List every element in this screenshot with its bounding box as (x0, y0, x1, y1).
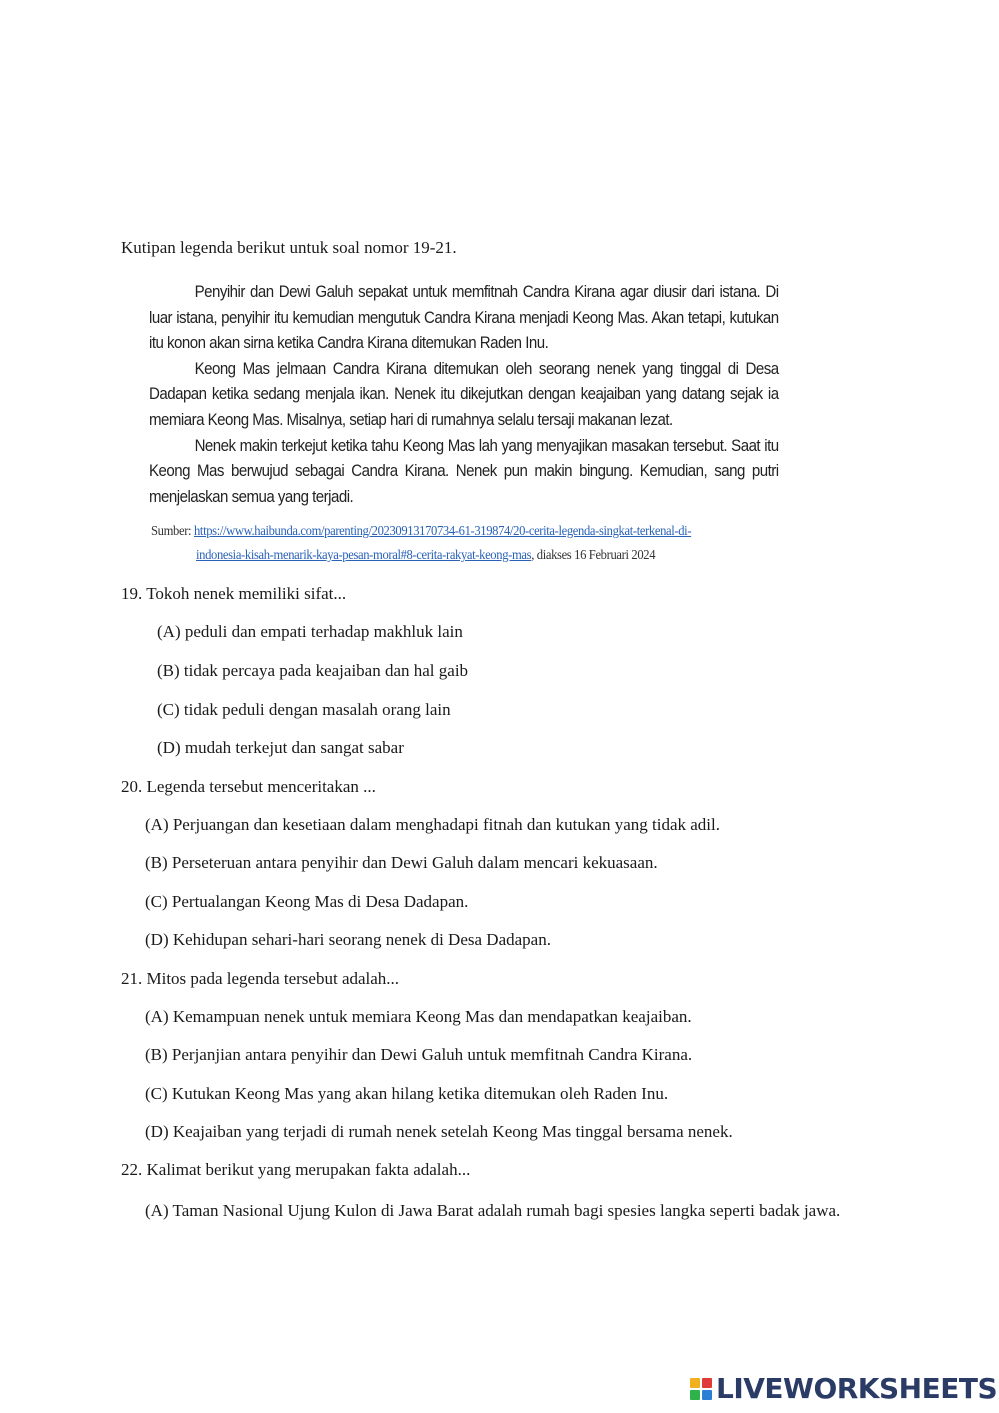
logo-square (690, 1390, 700, 1400)
passage-source (151, 520, 691, 568)
passage-paragraph: Penyihir dan Dewi Galuh sepakat untuk memfitnah Candra Kirana agar diusir dari istana. Di luar istana, penyihir itu kemudian mengutuk Candra Kirana menjadi Keong Mas. Akan tetapi, kutukan itu konon akan sirna ketika Candra Kirana ditemukan Raden Inu. (149, 283, 779, 353)
logo-text: LIVEWORKSHEETS (716, 1372, 998, 1405)
option-20c[interactable]: (C) Pertualangan Keong Mas di Desa Dadapan. (145, 892, 469, 911)
legend-passage (149, 280, 779, 510)
option-21b[interactable]: (B) Perjanjian antara penyihir dan Dewi Galuh untuk memfitnah Candra Kirana. (145, 1045, 693, 1064)
passage-paragraph: Nenek makin terkejut ketika tahu Keong Mas lah yang menyajikan masakan tersebut. Saat itu Keong Mas berwujud sebagai Candra Kirana. Nenek pun makin bingung. Kemudian, sang putri menjelaskan semua yang terjadi. (149, 436, 779, 506)
option-19a[interactable]: (A) peduli dan empati terhadap makhluk lain (157, 622, 463, 641)
liveworksheets-logo[interactable] (690, 1372, 997, 1405)
source-accessed-date: , diakses 16 Februari 2024 (531, 548, 656, 563)
option-19c[interactable]: (C) tidak peduli dengan masalah orang lain (157, 700, 451, 719)
question-20: 20. Legenda tersebut menceritakan ... (121, 777, 376, 796)
source-link[interactable]: indonesia-kisah-menarik-kaya-pesan-moral#8-cerita-rakyat-keong-mas (196, 548, 532, 563)
option-21d[interactable]: (D) Keajaiban yang terjadi di rumah nenek setelah Keong Mas tinggal bersama nenek. (145, 1122, 733, 1141)
option-20d[interactable]: (D) Kehidupan sehari-hari seorang nenek di Desa Dadapan. (145, 930, 551, 949)
passage-paragraph: Keong Mas jelmaan Candra Kirana ditemukan oleh seorang nenek yang tinggal di Desa Dadapan ketika sedang menjala ikan. Nenek itu dikejutkan dengan keajaiban yang datang sejak ia memiara Keong Mas. Misalnya, setiap hari di rumahnya selalu tersaji makanan lezat. (149, 359, 779, 429)
logo-square (702, 1390, 712, 1400)
source-label: Sumber: (151, 524, 192, 539)
option-21c[interactable]: (C) Kutukan Keong Mas yang akan hilang ketika ditemukan oleh Raden Inu. (145, 1084, 669, 1103)
option-22a[interactable]: (A) Taman Nasional Ujung Kulon di Jawa Barat adalah rumah bagi spesies langka seperti badak jawa. (145, 1201, 841, 1220)
question-19: 19. Tokoh nenek memiliki sifat... (121, 584, 347, 603)
option-20a[interactable]: (A) Perjuangan dan kesetiaan dalam menghadapi fitnah dan kutukan yang tidak adil. (145, 815, 720, 834)
intro-text: Kutipan legenda berikut untuk soal nomor 19-21. (121, 238, 457, 257)
logo-square (690, 1378, 700, 1388)
option-19b[interactable]: (B) tidak percaya pada keajaiban dan hal gaib (157, 661, 469, 680)
question-22: 22. Kalimat berikut yang merupakan fakta adalah... (121, 1160, 471, 1179)
option-21a[interactable]: (A) Kemampuan nenek untuk memiara Keong Mas dan mendapatkan keajaiban. (145, 1007, 692, 1026)
option-20b[interactable]: (B) Perseteruan antara penyihir dan Dewi Galuh dalam mencari kekuasaan. (145, 853, 658, 872)
option-19d[interactable]: (D) mudah terkejut dan sangat sabar (157, 738, 404, 757)
logo-square (702, 1378, 712, 1388)
logo-mark-icon (690, 1378, 712, 1400)
question-21: 21. Mitos pada legenda tersebut adalah... (121, 969, 400, 988)
source-link[interactable]: https://www.haibunda.com/parenting/20230913170734-61-319874/20-cerita-legenda-singkat-terkenal-di- (193, 524, 692, 539)
